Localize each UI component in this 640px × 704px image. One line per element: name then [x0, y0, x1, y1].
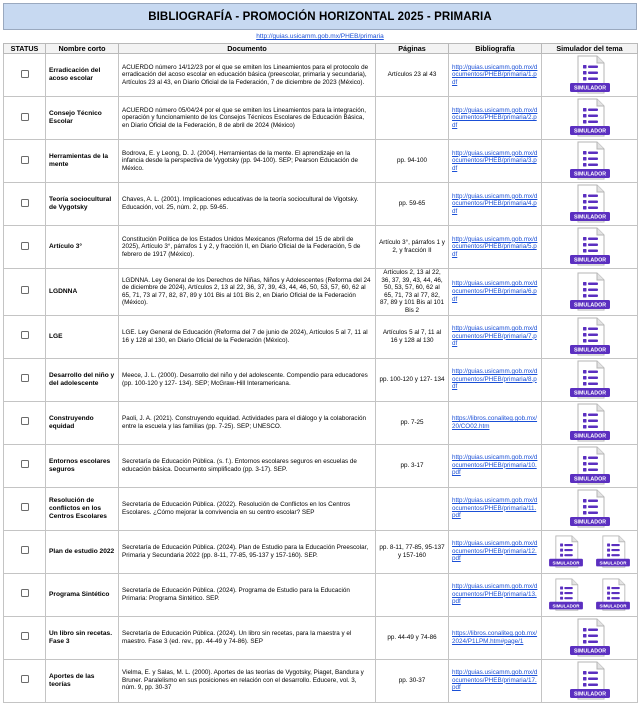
table-row	[4, 140, 638, 183]
simulator-cell	[542, 183, 638, 226]
status-checkbox[interactable]	[21, 546, 29, 554]
status-checkbox[interactable]	[21, 417, 29, 425]
bibliography-cell	[449, 659, 542, 702]
pages-cell: Artículos 2, 13 al 22, 36, 37, 39, 43, 44, 46, 50, 53, 57, 60, 62 al 65, 71, 73 al 77, 82, 87, 89 y 101 Bis al 101 Bis 2	[376, 269, 449, 316]
simulator-icons	[544, 618, 635, 658]
document-cell: Chaves, A. L. (2001). Implicaciones educativas de la teoría sociocultural de Vigotsky. Educación, vol. 25, núm. 2, pp. 59-65.	[119, 183, 376, 226]
simulator-icon[interactable]	[564, 98, 616, 138]
status-cell	[4, 97, 46, 140]
simulator-label: SIMULADOR	[573, 476, 606, 483]
pages-cell: pp. 59-65	[376, 183, 449, 226]
table-row	[4, 444, 638, 487]
pages-cell	[376, 487, 449, 530]
simulator-icons	[544, 272, 635, 312]
simulator-cell	[542, 226, 638, 269]
simulator-icon[interactable]	[564, 272, 616, 312]
document-cell: Constitución Política de los Estados Unidos Mexicanos (Reforma del 15 de abril de 2025), Artículo 3°, párrafos 1 y 2, y fracción II, en Diario Oficial de la Federación, 5 de febrero de 1917 (México).	[119, 226, 376, 269]
short-name-cell: Artículo 3°	[46, 226, 119, 269]
status-cell	[4, 358, 46, 401]
simulator-icon[interactable]	[591, 532, 635, 572]
table-row	[4, 487, 638, 530]
bibliography-link[interactable]: https://libros.conaliteg.gob.mx/20/CO02.htm	[452, 414, 538, 430]
simulator-label: SIMULADOR	[573, 390, 606, 397]
simulator-label: SIMULADOR	[573, 128, 606, 135]
bibliography-link[interactable]: http://guias.usicamm.gob.mx/documentos/PHEB/primaria/4.pdf	[452, 192, 538, 215]
simulator-icons	[544, 98, 635, 138]
bibliography-cell	[449, 269, 542, 316]
main-url-link[interactable]: http://guias.usicamm.gob.mx/PHEB/primaria	[256, 33, 384, 40]
status-checkbox[interactable]	[21, 589, 29, 597]
simulator-label: SIMULADOR	[573, 85, 606, 92]
status-checkbox[interactable]	[21, 286, 29, 294]
status-cell	[4, 269, 46, 316]
header-document: Documento	[119, 44, 376, 54]
simulator-cell	[542, 401, 638, 444]
status-checkbox[interactable]	[21, 460, 29, 468]
header-bibliografia: Bibliografía	[449, 44, 542, 54]
simulator-label: SIMULADOR	[573, 171, 606, 178]
bibliography-cell	[449, 226, 542, 269]
simulator-icon[interactable]	[564, 184, 616, 224]
bibliography-link[interactable]: https://libros.conaliteg.gob.mx/2024/P1LPM.htm#page/1	[452, 629, 538, 645]
status-cell	[4, 54, 46, 97]
simulator-icon[interactable]	[591, 575, 635, 615]
short-name-cell: Resolución de conflictos en los Centros Escolares	[46, 487, 119, 530]
simulator-cell	[542, 530, 638, 573]
document-cell: Bodrova, E. y Leong, D. J. (2004). Herramientas de la mente. El aprendizaje en la infancia desde la perspectiva de Vygotsky (pp. 94-100). SEP; Pearson Educación de México.	[119, 140, 376, 183]
status-cell	[4, 659, 46, 702]
simulator-cell	[542, 444, 638, 487]
header-name: Nombre corto	[46, 44, 119, 54]
bibliography-link[interactable]: http://guias.usicamm.gob.mx/documentos/PHEB/primaria/11.pdf	[452, 497, 538, 520]
table-row	[4, 573, 638, 616]
simulator-cell	[542, 315, 638, 358]
simulator-cell	[542, 54, 638, 97]
table-row	[4, 616, 638, 659]
pages-cell: pp. 3-17	[376, 444, 449, 487]
simulator-cell	[542, 140, 638, 183]
simulator-icon[interactable]	[564, 55, 616, 95]
status-cell	[4, 183, 46, 226]
status-checkbox[interactable]	[21, 242, 29, 250]
short-name-cell: Desarrollo del niño y del adolescente	[46, 358, 119, 401]
simulator-label: SIMULADOR	[573, 214, 606, 221]
pages-cell: pp. 44-49 y 74-86	[376, 616, 449, 659]
document-cell: Secretaría de Educación Pública. (2024). Un libro sin recetas, para la maestra y el maestro. Fase 3 (ed. rev., pp. 44-49 y 74-86). SEP	[119, 616, 376, 659]
short-name-cell: Consejo Técnico Escolar	[46, 97, 119, 140]
pages-cell	[376, 573, 449, 616]
bibliography-table	[3, 43, 638, 703]
pages-cell: Artículos 23 al 43	[376, 54, 449, 97]
simulator-icons	[544, 661, 635, 701]
document-cell: Paoli, J. A. (2021). Construyendo equidad. Actividades para el diálogo y la colaboración entre la escuela y las familias (pp. 7-25). SEP; UNESCO.	[119, 401, 376, 444]
simulator-label: SIMULADOR	[599, 559, 627, 565]
status-checkbox[interactable]	[21, 503, 29, 511]
status-cell	[4, 616, 46, 659]
simulator-icons	[544, 55, 635, 95]
document-cell: LGE. Ley General de Educación (Reforma del 7 de junio de 2024), Artículos 5 al 7, 11 al 16 y 128 al 130, en Diario Oficial de la Federación (México).	[119, 315, 376, 358]
bibliography-cell	[449, 183, 542, 226]
short-name-cell: LGDNNA	[46, 269, 119, 316]
simulator-icons	[544, 446, 635, 486]
simulator-cell	[542, 573, 638, 616]
bibliography-cell	[449, 54, 542, 97]
bibliography-cell	[449, 140, 542, 183]
simulator-icon[interactable]	[544, 575, 588, 615]
simulator-icons	[544, 360, 635, 400]
bibliography-cell	[449, 573, 542, 616]
bibliography-link[interactable]: http://guias.usicamm.gob.mx/documentos/PHEB/primaria/2.pdf	[452, 106, 538, 129]
simulator-icons	[544, 227, 635, 267]
document-cell: Secretaría de Educación Pública. (s. f.). Entornos escolares seguros en escuelas de educación básica. Documento simplificado (pp. 3-17). SEP.	[119, 444, 376, 487]
document-cell: Secretaría de Educación Pública. (2024). Programa de Estudio para la Educación Primaria: Programa Sintético. SEP.	[119, 573, 376, 616]
simulator-icon[interactable]	[564, 446, 616, 486]
simulator-icon[interactable]	[564, 403, 616, 443]
status-checkbox[interactable]	[21, 374, 29, 382]
short-name-cell: Plan de estudio 2022	[46, 530, 119, 573]
document-cell: Secretaría de Educación Pública. (2024). Plan de Estudio para la Educación Preescolar, Primaria y Secundaria 2022 (pp. 8-11, 77-85, 95-137 y 157-160). SEP.	[119, 530, 376, 573]
bibliography-link[interactable]: http://guias.usicamm.gob.mx/documentos/PHEB/primaria/1.pdf	[452, 63, 538, 86]
simulator-label: SIMULADOR	[573, 257, 606, 264]
simulator-label: SIMULADOR	[573, 347, 606, 354]
bibliography-cell	[449, 530, 542, 573]
table-row	[4, 530, 638, 573]
table-row	[4, 97, 638, 140]
simulator-icons	[544, 141, 635, 181]
short-name-cell: Erradicación del acoso escolar	[46, 54, 119, 97]
title-text: BIBLIOGRAFÍA - PROMOCIÓN HORIZONTAL 2025 - PRIMARIA	[148, 10, 492, 23]
header-row	[4, 44, 638, 54]
simulator-label: SIMULADOR	[599, 602, 627, 608]
pages-cell: pp. 100-120 y 127- 134	[376, 358, 449, 401]
document-cell: ACUERDO número 05/04/24 por el que se emiten los Lineamientos para la integración, operación y funcionamiento de los Consejos Técnicos Escolares de Educación Básica, en Diario Oficial de la Federación, 8 de abril de 2024 (México)	[119, 97, 376, 140]
simulator-cell	[542, 616, 638, 659]
status-cell	[4, 444, 46, 487]
page-title	[3, 3, 637, 30]
header-pages: Páginas	[376, 44, 449, 54]
table-row	[4, 315, 638, 358]
pages-cell: Artículo 3°, párrafos 1 y 2, y fracción II	[376, 226, 449, 269]
simulator-cell	[542, 487, 638, 530]
table-row	[4, 659, 638, 702]
simulator-icon[interactable]	[564, 489, 616, 529]
bibliography-link[interactable]: http://guias.usicamm.gob.mx/documentos/PHEB/primaria/8.pdf	[452, 368, 538, 391]
short-name-cell: Aportes de las teorías	[46, 659, 119, 702]
simulator-icons	[544, 489, 635, 529]
table-row	[4, 358, 638, 401]
short-name-cell: Herramientas de la mente	[46, 140, 119, 183]
table-row	[4, 269, 638, 316]
short-name-cell: Construyendo equidad	[46, 401, 119, 444]
bibliography-link[interactable]: http://guias.usicamm.gob.mx/documentos/PHEB/primaria/7.pdf	[452, 325, 538, 348]
simulator-icon[interactable]	[564, 317, 616, 357]
bibliography-cell	[449, 97, 542, 140]
pages-cell: pp. 8-11, 77-85, 95-137 y 157-160	[376, 530, 449, 573]
simulator-icons	[544, 317, 635, 357]
status-cell	[4, 140, 46, 183]
simulator-icon[interactable]	[564, 141, 616, 181]
bibliography-link[interactable]: http://guias.usicamm.gob.mx/documentos/PHEB/primaria/10.pdf	[452, 454, 538, 477]
status-cell	[4, 487, 46, 530]
bibliography-link[interactable]: http://guias.usicamm.gob.mx/documentos/PHEB/primaria/3.pdf	[452, 149, 538, 172]
simulator-icons	[544, 532, 635, 572]
status-checkbox[interactable]	[21, 156, 29, 164]
status-cell	[4, 530, 46, 573]
bibliography-link[interactable]: http://guias.usicamm.gob.mx/documentos/PHEB/primaria/13.pdf	[452, 583, 538, 606]
bibliography-cell	[449, 315, 542, 358]
table-row	[4, 54, 638, 97]
bibliography-link[interactable]: http://guias.usicamm.gob.mx/documentos/PHEB/primaria/17.pdf	[452, 669, 538, 692]
status-checkbox[interactable]	[21, 632, 29, 640]
simulator-icon[interactable]	[564, 661, 616, 701]
simulator-label: SIMULADOR	[573, 691, 606, 698]
simulator-icons	[544, 575, 635, 615]
simulator-label: SIMULADOR	[552, 559, 580, 565]
table-row	[4, 226, 638, 269]
document-cell: Secretaría de Educación Pública. (2022). Resolución de Conflictos en los Centros Escolares. ¿Cómo mejorar la convivencia en su centro escolar? SEP	[119, 487, 376, 530]
status-cell	[4, 315, 46, 358]
status-cell	[4, 573, 46, 616]
document-cell: Vielma, E. y Salas, M. L. (2000). Aportes de las teorías de Vygotsky, Piaget, Bandura y Bruner. Paralelismo en sus posiciones en relación con el desarrollo. Educere, vol. 3, núm. 9, pp. 30-37	[119, 659, 376, 702]
simulator-cell	[542, 358, 638, 401]
bibliography-cell	[449, 616, 542, 659]
simulator-icon[interactable]	[564, 227, 616, 267]
status-cell	[4, 401, 46, 444]
simulator-cell	[542, 97, 638, 140]
simulator-icon[interactable]	[544, 532, 588, 572]
short-name-cell: LGE	[46, 315, 119, 358]
simulator-label: SIMULADOR	[573, 648, 606, 655]
pages-cell: pp. 7-25	[376, 401, 449, 444]
header-simulador: Simulador del tema	[542, 44, 638, 54]
status-checkbox[interactable]	[21, 113, 29, 121]
simulator-cell	[542, 269, 638, 316]
short-name-cell: Programa Sintético	[46, 573, 119, 616]
bibliography-link[interactable]: http://guias.usicamm.gob.mx/documentos/PHEB/primaria/6.pdf	[452, 280, 538, 303]
short-name-cell: Entornos escolares seguros	[46, 444, 119, 487]
status-checkbox[interactable]	[21, 331, 29, 339]
pages-cell: Artículos 5 al 7, 11 al 16 y 128 al 130	[376, 315, 449, 358]
short-name-cell: Un libro sin recetas. Fase 3	[46, 616, 119, 659]
main-url-bar	[3, 31, 637, 42]
pages-cell: pp. 30-37	[376, 659, 449, 702]
simulator-label: SIMULADOR	[573, 433, 606, 440]
bibliography-cell	[449, 358, 542, 401]
header-status: STATUS	[4, 44, 46, 54]
document-cell: Meece, J. L. (2000). Desarrollo del niño y del adolescente. Compendio para educadores (pp. 100-120 y 127- 134). SEP; McGraw-Hill Interamericana.	[119, 358, 376, 401]
document-cell: LGDNNA. Ley General de los Derechos de Niñas, Niños y Adolescentes (Reforma del 24 de diciembre de 2024), Artículos 2, 13 al 22, 36, 37, 39, 43, 44, 46, 50, 53, 57, 60, 62 al 65, 71, 73 al 77, 82, 87, 89 y 101 Bis al 101 Bis 2, en Diario Oficial de la Federación (México).	[119, 269, 376, 316]
pages-cell	[376, 97, 449, 140]
simulator-label: SIMULADOR	[573, 519, 606, 526]
simulator-label: SIMULADOR	[573, 302, 606, 309]
table-row	[4, 401, 638, 444]
simulator-icons	[544, 184, 635, 224]
status-checkbox[interactable]	[21, 70, 29, 78]
bibliography-link[interactable]: http://guias.usicamm.gob.mx/documentos/PHEB/primaria/12.pdf	[452, 540, 538, 563]
simulator-cell	[542, 659, 638, 702]
pages-cell: pp. 94-100	[376, 140, 449, 183]
bibliography-cell	[449, 444, 542, 487]
bibliography-link[interactable]: http://guias.usicamm.gob.mx/documentos/PHEB/primaria/5.pdf	[452, 235, 538, 258]
status-cell	[4, 226, 46, 269]
bibliography-cell	[449, 487, 542, 530]
simulator-icons	[544, 403, 635, 443]
document-cell: ACUERDO número 14/12/23 por el que se emiten los Lineamientos para el protocolo de erradicación del acoso escolar en educación básica (preescolar, primaria y secundaria), Artículos 23 al 43, en Diario Oficial de la Federación, 7 de diciembre de 2023 (México).	[119, 54, 376, 97]
simulator-icon[interactable]	[564, 618, 616, 658]
status-checkbox[interactable]	[21, 675, 29, 683]
status-checkbox[interactable]	[21, 199, 29, 207]
simulator-icon[interactable]	[564, 360, 616, 400]
table-row	[4, 183, 638, 226]
simulator-label: SIMULADOR	[552, 602, 580, 608]
bibliography-cell	[449, 401, 542, 444]
short-name-cell: Teoría sociocultural de Vygotsky	[46, 183, 119, 226]
